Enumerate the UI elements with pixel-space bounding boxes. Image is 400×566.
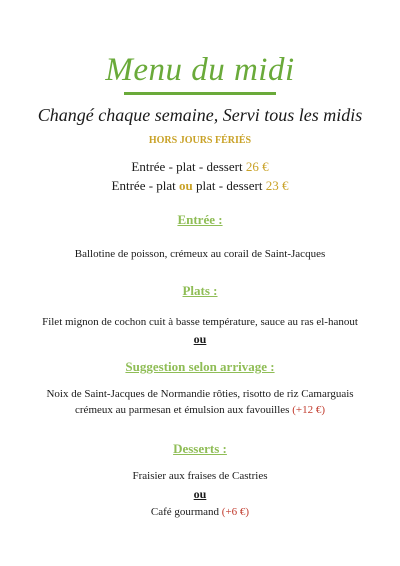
formula-full (0, 158, 400, 176)
menu-title: Menu du midi (105, 52, 295, 88)
section-title-suggestion: Suggestion selon arrivage : (125, 359, 275, 374)
section-title-plats: Plats : (182, 283, 218, 298)
formula-two-course (0, 177, 400, 195)
formula-full-text: Entrée - plat - dessert (131, 159, 243, 174)
dessert-dish-2 (0, 504, 400, 520)
dessert-supplement: (+6 €) (221, 506, 250, 518)
formula-connector: ou (179, 178, 193, 193)
suggestion-supplement: (+12 €) (292, 404, 325, 416)
suggestion-dish-line1: Noix de Saint-Jacques de Normandie rôties, risotto de riz Camarguais (46, 388, 354, 400)
plat-dish: Filet mignon de cochon cuit à basse température, sauce au ras el-hanout (42, 316, 358, 328)
title-underline (124, 92, 276, 95)
section-title-entree: Entrée : (177, 212, 223, 227)
dessert-dish-2-text: Café gourmand (150, 506, 220, 518)
plats-or-separator: ou (193, 332, 207, 346)
entree-dish: Ballotine de poisson, crémeux au corail de Saint-Jacques (74, 248, 326, 260)
suggestion-dish-line2-text: crémeux au parmesan et émulsion aux favouilles (75, 404, 290, 416)
holiday-note: HORS JOURS FÉRIÉS (148, 135, 252, 146)
suggestion-dish-line2 (0, 402, 400, 418)
section-title-desserts: Desserts : (173, 441, 227, 456)
dessert-dish-1: Fraisier aux fraises de Castries (132, 470, 268, 482)
formula-full-price: 26 € (245, 159, 269, 174)
formula-two-course-price: 23 € (265, 178, 289, 193)
menu-subtitle: Changé chaque semaine, Servi tous les midis (37, 105, 363, 125)
desserts-or-separator: ou (193, 487, 207, 501)
formula-two-course-part1: Entrée - plat (111, 178, 176, 193)
formula-two-course-part2: plat - dessert (196, 178, 263, 193)
